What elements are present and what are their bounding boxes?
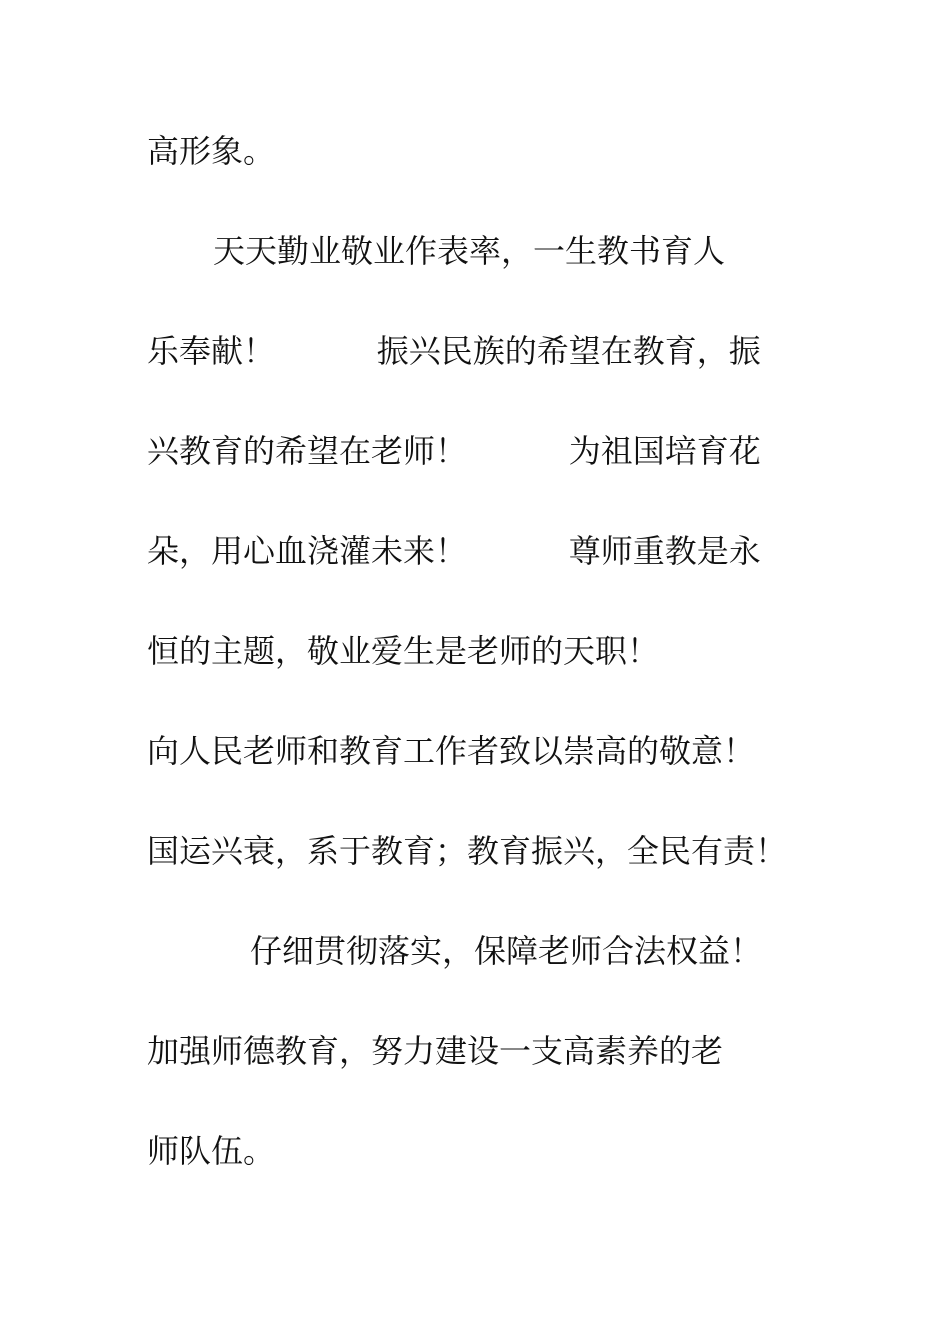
text-line: 恒的主题，敬业爱生是老师的天职！ xyxy=(147,632,660,670)
text-line: 兴教育的希望在老师！ 为祖国培育花 xyxy=(147,432,761,470)
text-line: 天天勤业敬业作表率，一生教书育人 xyxy=(213,232,726,270)
text-line: 向人民老师和教育工作者致以崇高的敬意！ xyxy=(147,732,756,770)
text-line: 朵，用心血浇灌未来！ 尊师重教是永 xyxy=(147,532,761,570)
text-line: 仔细贯彻落实，保障老师合法权益！ xyxy=(250,932,763,970)
text-line: 乐奉献！ 振兴民族的希望在教育，振 xyxy=(147,332,761,370)
text-line: 高形象。 xyxy=(147,132,276,170)
text-line: 国运兴衰，系于教育；教育振兴，全民有责！ xyxy=(147,832,788,870)
text-line: 师队伍。 xyxy=(147,1132,276,1170)
text-line: 加强师德教育，努力建设一支高素养的老 xyxy=(147,1032,724,1070)
